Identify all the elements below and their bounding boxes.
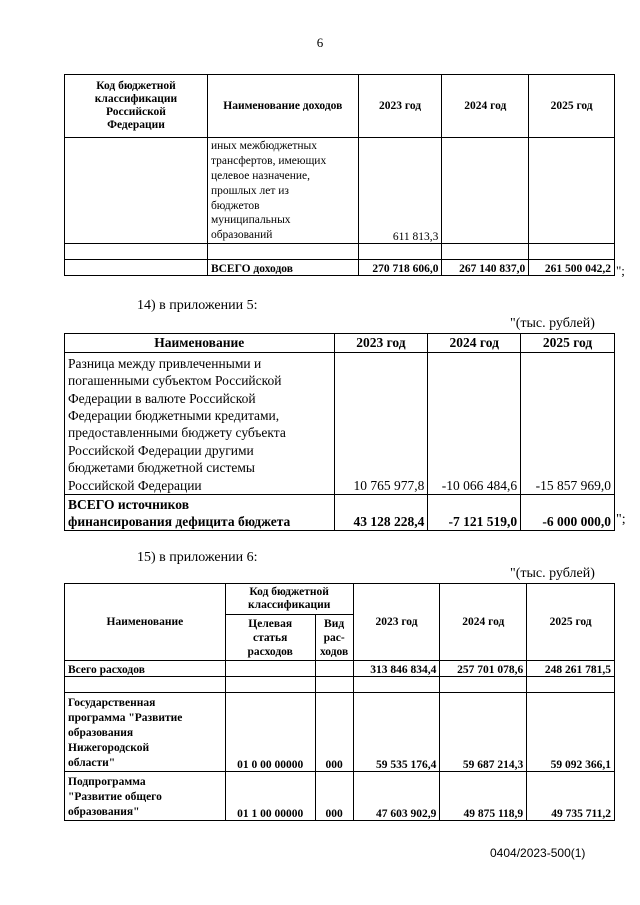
s15-row1-2024: 59 687 214,3 — [440, 693, 527, 772]
row-cont-2023: 611 813,3 — [358, 138, 442, 244]
section15-units: "(тыс. рублей) — [510, 566, 595, 581]
s14-header-2023: 2023 год — [334, 334, 428, 353]
revenue-table — [64, 74, 615, 276]
section15-heading: 15) в приложении 6: — [137, 550, 258, 565]
total-revenue-label: ВСЕГО доходов — [207, 260, 358, 276]
row-cont-2024 — [442, 138, 529, 244]
s14-total-2023: 43 128 228,4 — [334, 495, 428, 531]
total-revenue-2025: 261 500 042,2 — [529, 260, 615, 276]
s14-header-name: Наименование — [65, 334, 335, 353]
s15-row2-2024: 49 875 118,9 — [440, 772, 527, 821]
s15-row1-kind: 000 — [315, 693, 353, 772]
s14-row1-2024: -10 066 484,6 — [428, 353, 521, 495]
s14-total-name: ВСЕГО источников финансирования дефицита бюджета — [65, 495, 335, 531]
s15-row0-kind — [315, 661, 353, 677]
section14-heading: 14) в приложении 5: — [137, 298, 258, 313]
s14-total-2025: -6 000 000,0 — [521, 495, 615, 531]
s15-row2-2025: 49 735 711,2 — [527, 772, 615, 821]
s15-row2-target: 01 1 00 00000 — [225, 772, 315, 821]
s15-row0-2024: 257 701 078,6 — [440, 661, 527, 677]
s14-header-2024: 2024 год — [428, 334, 521, 353]
s15-header-kind: Вид рас- ходов — [315, 615, 353, 661]
s15-row2-name: Подпрограмма "Развитие общего образования" — [65, 772, 226, 821]
header-code: Код бюджетной классификации Российской Федерации — [65, 75, 208, 138]
total-revenue-2024: 267 140 837,0 — [442, 260, 529, 276]
section14-units: "(тыс. рублей) — [510, 316, 595, 331]
s15-header-code-group: Код бюджетной классификации — [225, 584, 353, 615]
s15-row1-name: Государственная программа "Развитие образования Нижегородской области" — [65, 693, 226, 772]
s14-total-2024: -7 121 519,0 — [428, 495, 521, 531]
s15-header-2023: 2023 год — [353, 584, 440, 661]
s15-row0-target — [225, 661, 315, 677]
s15-row0-2025: 248 261 781,5 — [527, 661, 615, 677]
cell-code — [65, 138, 208, 244]
s15-header-name: Наименование — [65, 584, 226, 661]
header-2025: 2025 год — [529, 75, 615, 138]
header-name: Наименование доходов — [207, 75, 358, 138]
footer-code: 0404/2023-500(1) — [490, 846, 586, 860]
end-mark-1: "; — [616, 263, 625, 278]
s15-row2-kind: 000 — [315, 772, 353, 821]
s15-row2-2023: 47 603 902,9 — [353, 772, 440, 821]
s14-header-2025: 2025 год — [521, 334, 615, 353]
s15-row1-2025: 59 092 366,1 — [527, 693, 615, 772]
header-2024: 2024 год — [442, 75, 529, 138]
end-mark-2: "; — [616, 512, 626, 527]
row-cont-2025 — [529, 138, 615, 244]
s15-row1-target: 01 0 00 00000 — [225, 693, 315, 772]
page-number: 6 — [316, 35, 324, 50]
header-2023: 2023 год — [358, 75, 442, 138]
s15-header-2025: 2025 год — [527, 584, 615, 661]
row-cont-name: иных межбюджетных трансфертов, имеющих целевое назначение, прошлых лет из бюджетов муниципальных образований — [207, 138, 358, 244]
s14-row1-2023: 10 765 977,8 — [334, 353, 428, 495]
s15-row0-name: Всего расходов — [65, 661, 226, 677]
s14-row1-name: Разница между привлеченными и погашенными субъектом Российской Федерации в валюте Российской Федерации бюджетными кредитами, предоставленными бюджету субъекта Российской Федерации другими бюджетами бюджетной системы Российской Федерации — [65, 353, 335, 495]
total-revenue-2023: 270 718 606,0 — [358, 260, 442, 276]
s14-row1-2025: -15 857 969,0 — [521, 353, 615, 495]
s15-header-2024: 2024 год — [440, 584, 527, 661]
sources-table — [64, 333, 615, 531]
s15-row0-2023: 313 846 834,4 — [353, 661, 440, 677]
s15-header-target: Целевая статья расходов — [225, 615, 315, 661]
expenses-table — [64, 583, 615, 821]
s15-row1-2023: 59 535 176,4 — [353, 693, 440, 772]
